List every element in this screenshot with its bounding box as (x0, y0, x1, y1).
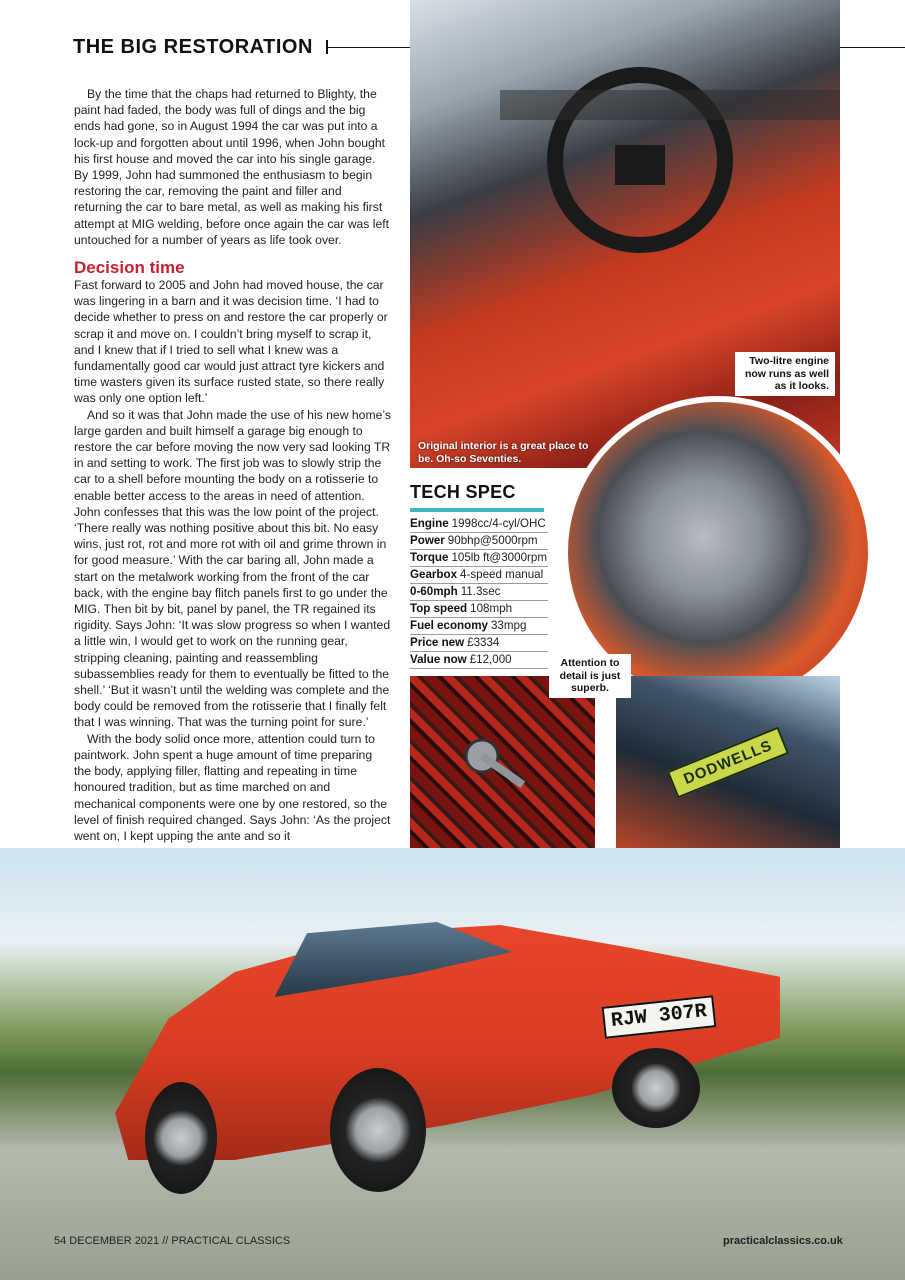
article-paragraph: Fast forward to 2005 and John had moved house, the car was lingering in a barn and it was decision time. ‘I had to decide whether to press on and restore the car properly or scrap it and move on. I couldn’t bring myself to scrap it, and I knew that if I tried to sell what I knew was a fundamentally good car would just attract tyre kickers and time wasters given its surface rusted state, so there really was only one option left.’ (74, 278, 388, 406)
dealer-sticker: DODWELLS (667, 727, 789, 799)
article-paragraph: And so it was that John made the use of his new home’s large garden and built himself a garage big enough to restore the car before moving the now very sad looking TR in and setting to work. The first job was to slowly strip the car to a shell before mounting the body on a rotisserie to enable better access to the areas in need of attention. John confesses that this was the low point of the project. ‘There really was nothing positive about this bit. No easy wins, just rot, rot and more rot with oil and grime thrown in for good measure.’ With the car baring all, John made a start on the metalwork working from the front of the car back, with the engine bay flitch panels first to go under the MIG. Then bit by bit, panel by panel, the TR regained its rigidity. Says John: ‘It was slow progress so when I wanted a little win, I would get to work on the running gear, stripping cleaning, painting and reassembling subassemblies ready for them to eventually be fitted to the shell.’ ‘But it wasn’t until the welding was complete and the body could be removed from the rotisserie that I finally felt that I was winning. That was the turning point for sure.’ (74, 407, 391, 730)
interior-photo (410, 0, 840, 468)
car-wheel (330, 1068, 426, 1192)
spec-row: 0-60mph 11.3sec (410, 584, 548, 601)
spec-row: Top speed 108mph (410, 601, 548, 618)
car-wheel (145, 1082, 217, 1194)
spec-row: Value now £12,000 (410, 652, 548, 669)
detail-caption: Attention to detail is just superb. (549, 654, 631, 698)
header-rule (840, 47, 905, 48)
car-wheel (612, 1048, 700, 1128)
spec-row: Fuel economy 33mpg (410, 618, 548, 635)
spec-row: Price new £3334 (410, 635, 548, 652)
steering-wheel-icon (410, 0, 840, 468)
footer-issue: 54 DECEMBER 2021 // PRACTICAL CLASSICS (54, 1235, 291, 1247)
spec-row: Torque 105lb ft@3000rpm (410, 550, 548, 567)
tech-spec-list (410, 516, 548, 669)
interior-caption: Original interior is a great place to be. Oh-so Seventies. (418, 440, 589, 465)
header-rule (328, 47, 412, 48)
spec-row: Power 90bhp@5000rpm (410, 533, 548, 550)
tech-spec-accent-bar (410, 508, 544, 512)
article-column (74, 277, 392, 844)
section-title: THE BIG RESTORATION (73, 36, 313, 58)
engine-caption: Two-litre engine now runs as well as it looks. (735, 352, 835, 396)
spec-row: Engine 1998cc/4-cyl/OHC (410, 516, 548, 533)
window-winder-icon (410, 676, 595, 848)
article-paragraph: With the body solid once more, attention could turn to paintwork. John spent a huge amount of time preparing the body, applying filler, flatting and repeating in time honoured tradition, but as time marched on and mechanical components were one by one restored, so the level of finish required changed. Says John: ‘As the project went on, I kept upping the ante and so it (74, 731, 391, 843)
article-paragraph: By the time that the chaps had returned to Blighty, the paint had faded, the body was full of dings and the big ends had gone, so in August 1994 the car was put into a lock-up and forgotten about until 1996, when John bought his first house and moved the car into his single garage. By 1999, John had summoned the enthusiasm to begin restoring the car, removing the paint and filler and returning the car to bare metal, as well as making his first attempt at MIG welding, before once again the car was left untouched for a number of years as life took over. (74, 87, 390, 247)
spec-row: Gearbox 4-speed manual (410, 567, 548, 584)
tech-spec-title: TECH SPEC (410, 482, 516, 502)
door-trim-photo (410, 676, 595, 848)
number-plate: RJW 307R (602, 995, 717, 1039)
footer-website[interactable]: practicalclassics.co.uk (723, 1235, 843, 1247)
subheading: Decision time (74, 258, 185, 277)
